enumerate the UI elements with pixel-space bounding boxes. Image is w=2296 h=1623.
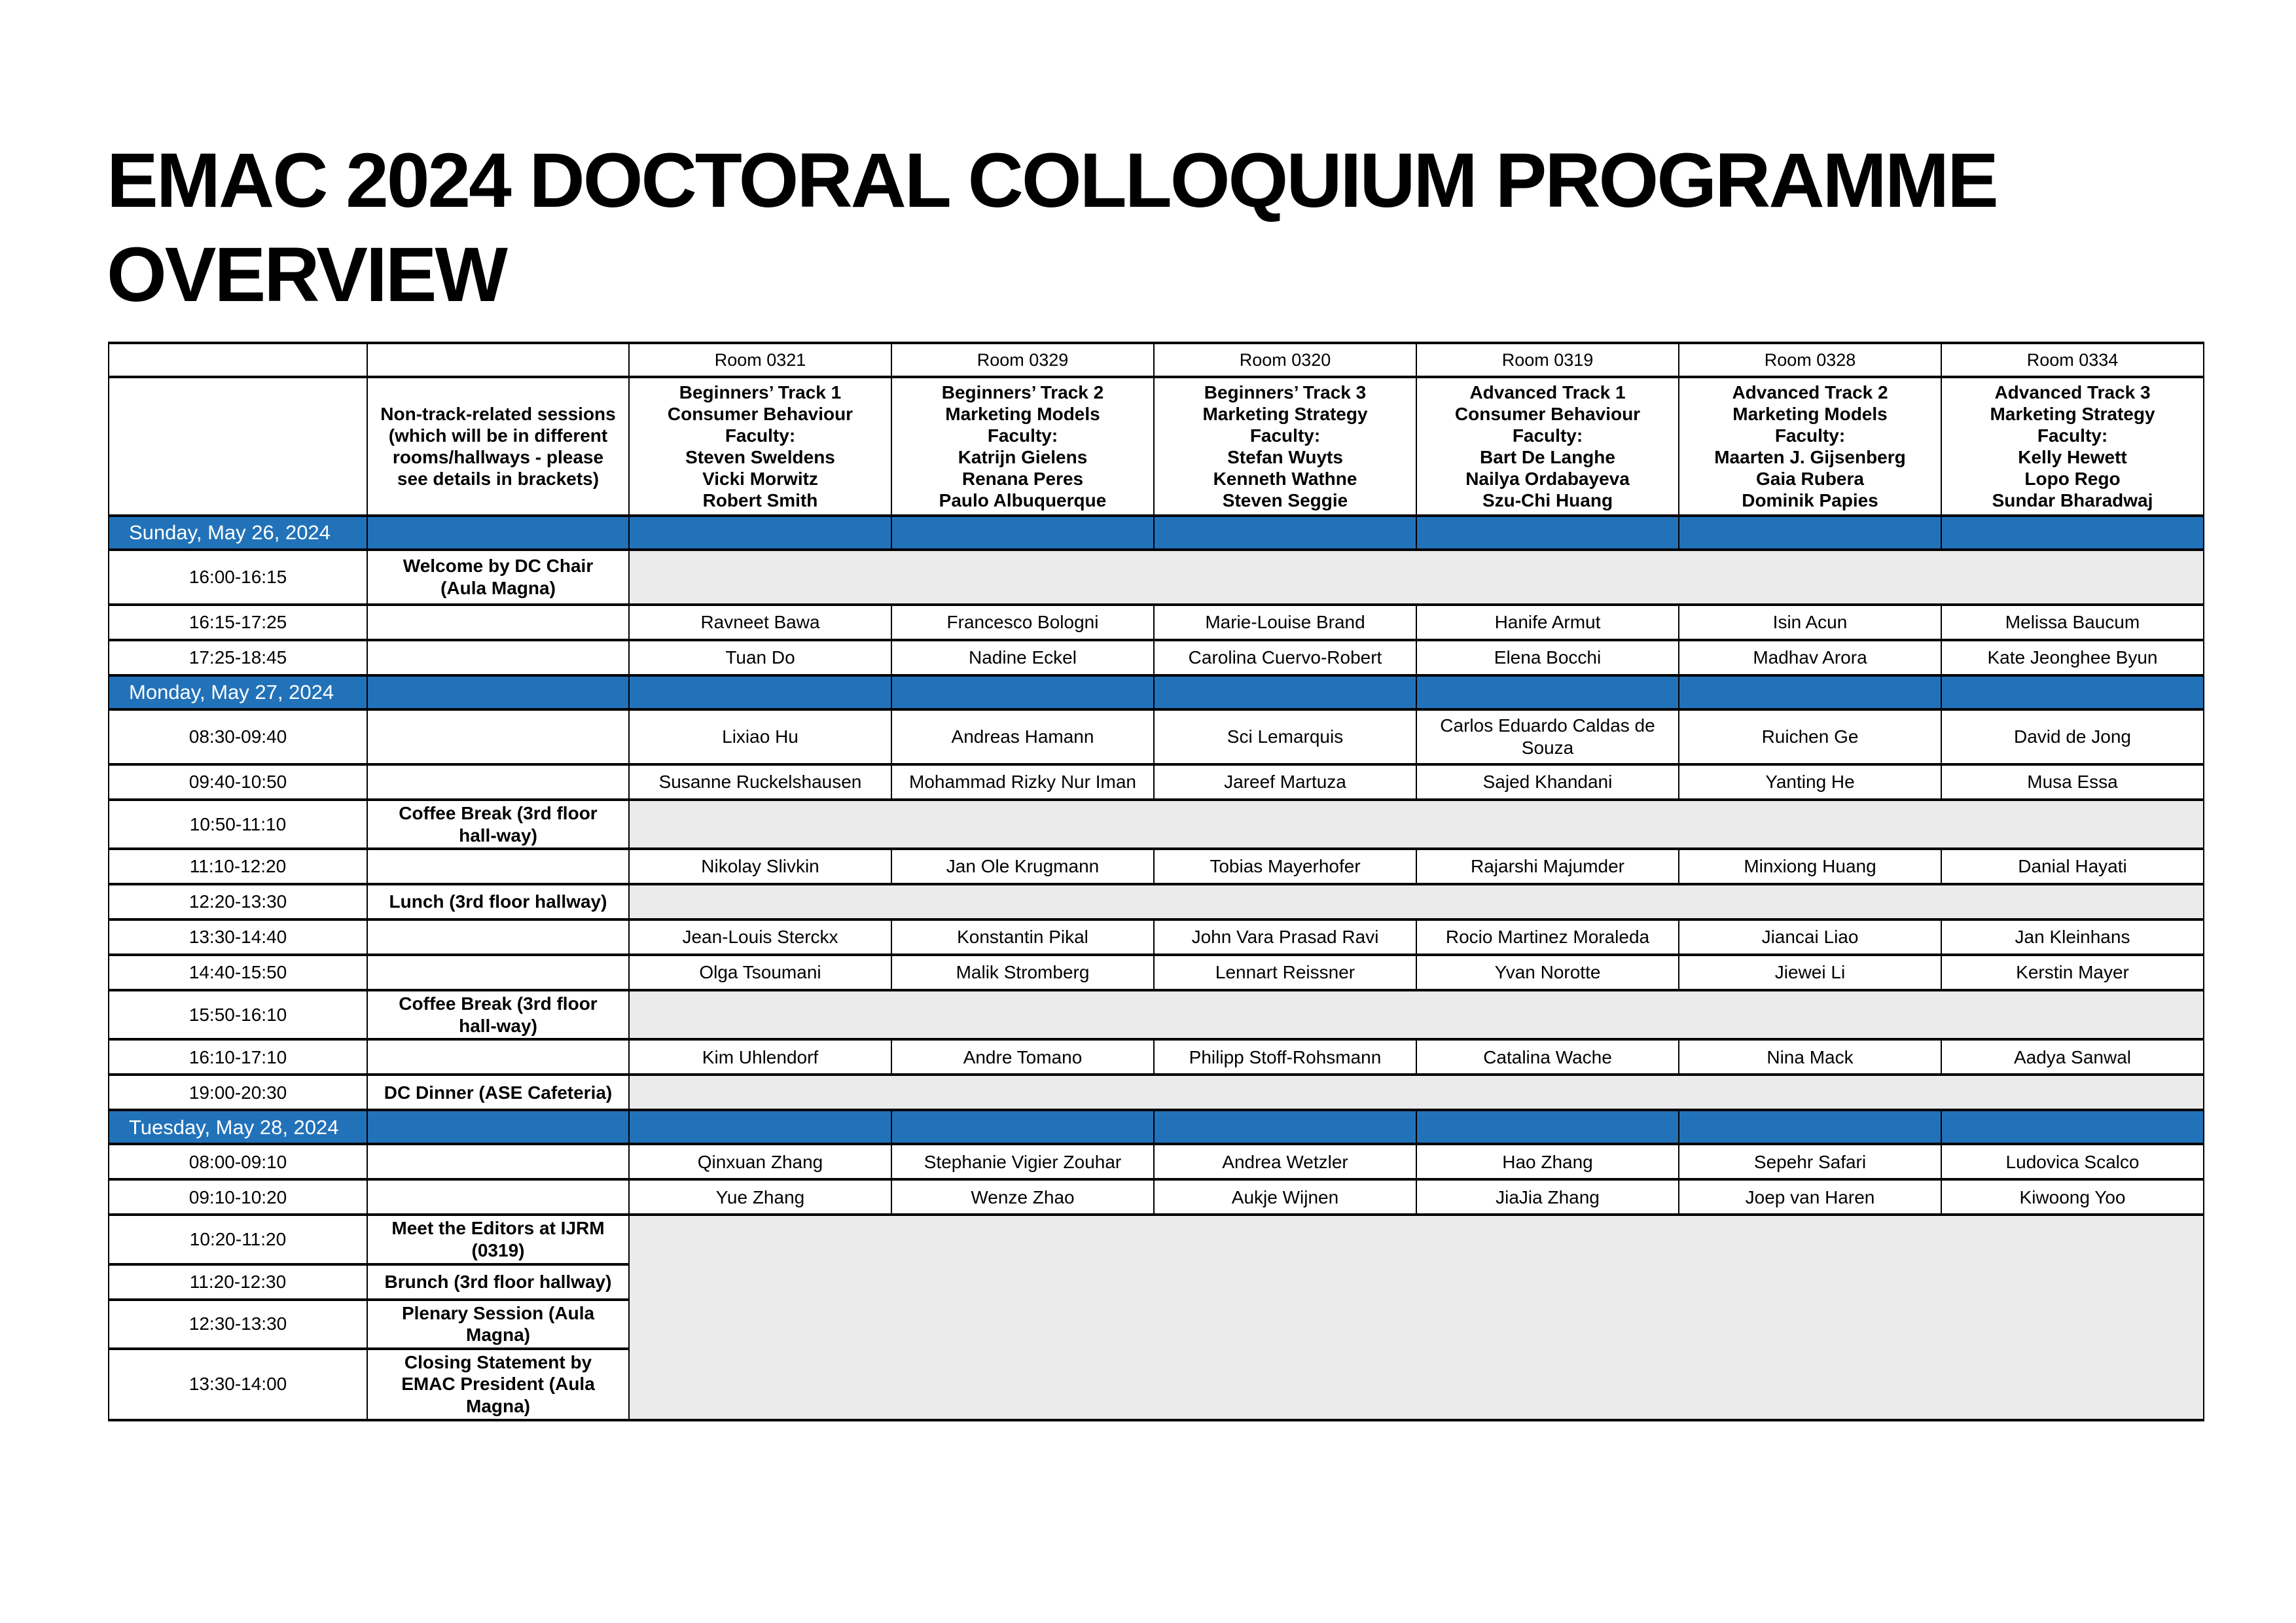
time-cell: 09:10-10:20 [109, 1179, 367, 1215]
day-cell [1416, 516, 1679, 550]
break-span-cell [629, 550, 2204, 605]
speaker-cell: Rajarshi Majumder [1416, 849, 1679, 884]
speaker-cell: Danial Hayati [1941, 849, 2204, 884]
break-span-cell [629, 884, 2204, 919]
session-row [109, 990, 2204, 1039]
speaker-cell: Musa Essa [1941, 764, 2204, 800]
talks-row [109, 955, 2204, 990]
empty-cell [367, 605, 629, 640]
speaker-cell: Jan Kleinhans [1941, 919, 2204, 955]
session-row [109, 1215, 2204, 1264]
day-cell [629, 675, 891, 709]
time-cell: 08:30-09:40 [109, 709, 367, 764]
speaker-cell: Rocio Martinez Moraleda [1416, 919, 1679, 955]
empty-cell [367, 849, 629, 884]
talks-row [109, 764, 2204, 800]
track-faculty: Kelly Hewett [2018, 447, 2127, 467]
empty-cell [367, 709, 629, 764]
speaker-cell: Hao Zhang [1416, 1144, 1679, 1179]
talks-row [109, 1039, 2204, 1075]
speaker-cell: Hanife Armut [1416, 605, 1679, 640]
non-track-header-cell: Non-track-related sessions (which will be in different rooms/hallways - please see details in brackets) [367, 377, 629, 516]
day-cell [629, 516, 891, 550]
speaker-cell: Francesco Bologni [891, 605, 1154, 640]
session-cell: Closing Statement by EMAC President (Aula Magna) [367, 1349, 629, 1420]
day-header-row [109, 516, 2204, 550]
break-span-cell [629, 1215, 2204, 1419]
session-cell: Lunch (3rd floor hallway) [367, 884, 629, 919]
speaker-cell: Carolina Cuervo-Robert [1154, 640, 1416, 675]
day-cell [1941, 1110, 2204, 1144]
day-label-cell: Tuesday, May 28, 2024 [109, 1110, 367, 1144]
session-cell: DC Dinner (ASE Cafeteria) [367, 1075, 629, 1110]
track-faculty: Vicki Morwitz [702, 469, 818, 489]
speaker-cell: Konstantin Pikal [891, 919, 1154, 955]
speaker-cell: Kate Jeonghee Byun [1941, 640, 2204, 675]
day-cell [1416, 1110, 1679, 1144]
page-title [107, 134, 2201, 323]
track-faculty: Robert Smith [702, 490, 818, 510]
track-faculty: Gaia Rubera [1756, 469, 1864, 489]
room-header-cell: Room 0319 [1416, 343, 1679, 377]
speaker-cell: Jan Ole Krugmann [891, 849, 1154, 884]
session-cell: Brunch (3rd floor hallway) [367, 1264, 629, 1300]
room-header-cell: Room 0321 [629, 343, 891, 377]
track-topic: Consumer Behaviour [667, 404, 853, 424]
session-cell: Meet the Editors at IJRM (0319) [367, 1215, 629, 1264]
day-cell [1679, 516, 1941, 550]
track-header-cell [629, 377, 891, 516]
speaker-cell: John Vara Prasad Ravi [1154, 919, 1416, 955]
talks-row [109, 605, 2204, 640]
talks-row [109, 849, 2204, 884]
speaker-cell: Lixiao Hu [629, 709, 891, 764]
speaker-cell: Ludovica Scalco [1941, 1144, 2204, 1179]
track-header-cell [1416, 377, 1679, 516]
session-row [109, 884, 2204, 919]
room-header-cell: Room 0328 [1679, 343, 1941, 377]
empty-cell [367, 1179, 629, 1215]
time-cell: 16:10-17:10 [109, 1039, 367, 1075]
speaker-cell: Marie-Louise Brand [1154, 605, 1416, 640]
track-topic: Marketing Models [1732, 404, 1888, 424]
page-title-line1: EMAC 2024 DOCTORAL COLLOQUIUM PROGRAMME [107, 137, 1997, 224]
talks-row [109, 1179, 2204, 1215]
speaker-cell: Aukje Wijnen [1154, 1179, 1416, 1215]
session-row [109, 1075, 2204, 1110]
speaker-cell: Tobias Mayerhofer [1154, 849, 1416, 884]
speaker-cell: Tuan Do [629, 640, 891, 675]
talks-row [109, 919, 2204, 955]
empty-cell [109, 343, 367, 377]
break-span-cell [629, 990, 2204, 1039]
speaker-cell: Carlos Eduardo Caldas de Souza [1416, 709, 1679, 764]
time-cell: 10:20-11:20 [109, 1215, 367, 1264]
speaker-cell: Sepehr Safari [1679, 1144, 1941, 1179]
time-cell: 13:30-14:40 [109, 919, 367, 955]
track-name: Beginners’ Track 3 [1204, 382, 1367, 402]
speaker-cell: Kiwoong Yoo [1941, 1179, 2204, 1215]
track-name: Beginners’ Track 2 [941, 382, 1104, 402]
day-cell [891, 1110, 1154, 1144]
speaker-cell: Andre Tomano [891, 1039, 1154, 1075]
break-span-cell [629, 800, 2204, 849]
time-cell: 16:00-16:15 [109, 550, 367, 605]
speaker-cell: Wenze Zhao [891, 1179, 1154, 1215]
speaker-cell: Catalina Wache [1416, 1039, 1679, 1075]
speaker-cell: Jareef Martuza [1154, 764, 1416, 800]
day-cell [1941, 675, 2204, 709]
session-cell: Welcome by DC Chair (Aula Magna) [367, 550, 629, 605]
speaker-cell: Nadine Eckel [891, 640, 1154, 675]
track-faculty: Paulo Albuquerque [939, 490, 1107, 510]
room-header-row [109, 343, 2204, 377]
talks-row [109, 1144, 2204, 1179]
time-cell: 11:20-12:30 [109, 1264, 367, 1300]
track-name: Advanced Track 1 [1469, 382, 1626, 402]
track-faculty-label: Faculty: [2037, 425, 2108, 446]
speaker-cell: Ravneet Bawa [629, 605, 891, 640]
empty-cell [109, 377, 367, 516]
empty-cell [367, 1144, 629, 1179]
speaker-cell: Yue Zhang [629, 1179, 891, 1215]
speaker-cell: Stephanie Vigier Zouhar [891, 1144, 1154, 1179]
day-cell [1154, 1110, 1416, 1144]
session-row [109, 550, 2204, 605]
empty-cell [367, 764, 629, 800]
track-header-cell [1941, 377, 2204, 516]
track-faculty: Dominik Papies [1742, 490, 1878, 510]
track-header-cell [1679, 377, 1941, 516]
speaker-cell: Melissa Baucum [1941, 605, 2204, 640]
speaker-cell: Jean-Louis Sterckx [629, 919, 891, 955]
speaker-cell: Philipp Stoff-Rohsmann [1154, 1039, 1416, 1075]
speaker-cell: Elena Bocchi [1416, 640, 1679, 675]
speaker-cell: JiaJia Zhang [1416, 1179, 1679, 1215]
day-header-row [109, 675, 2204, 709]
speaker-cell: Olga Tsoumani [629, 955, 891, 990]
day-cell [629, 1110, 891, 1144]
talks-row [109, 640, 2204, 675]
speaker-cell: Mohammad Rizky Nur Iman [891, 764, 1154, 800]
track-faculty: Renana Peres [961, 469, 1084, 489]
track-name: Advanced Track 3 [1994, 382, 2151, 402]
room-header-cell: Room 0334 [1941, 343, 2204, 377]
track-faculty: Szu-Chi Huang [1482, 490, 1613, 510]
day-cell [1154, 516, 1416, 550]
speaker-cell: Yanting He [1679, 764, 1941, 800]
speaker-cell: Malik Stromberg [891, 955, 1154, 990]
talks-row [109, 709, 2204, 764]
time-cell: 11:10-12:20 [109, 849, 367, 884]
speaker-cell: Andreas Hamann [891, 709, 1154, 764]
speaker-cell: Madhav Arora [1679, 640, 1941, 675]
speaker-cell: Nina Mack [1679, 1039, 1941, 1075]
track-faculty: Sundar Bharadwaj [1992, 490, 2153, 510]
speaker-cell: Sci Lemarquis [1154, 709, 1416, 764]
day-cell [367, 1110, 629, 1144]
time-cell: 14:40-15:50 [109, 955, 367, 990]
track-topic: Marketing Strategy [1990, 404, 2155, 424]
speaker-cell: Minxiong Huang [1679, 849, 1941, 884]
day-cell [891, 675, 1154, 709]
day-label-cell: Monday, May 27, 2024 [109, 675, 367, 709]
speaker-cell: Jiancai Liao [1679, 919, 1941, 955]
day-cell [1679, 1110, 1941, 1144]
track-faculty: Steven Seggie [1222, 490, 1348, 510]
speaker-cell: Susanne Ruckelshausen [629, 764, 891, 800]
track-faculty: Stefan Wuyts [1227, 447, 1343, 467]
speaker-cell: Kerstin Mayer [1941, 955, 2204, 990]
day-label-cell: Sunday, May 26, 2024 [109, 516, 367, 550]
track-faculty: Maarten J. Gijsenberg [1714, 447, 1906, 467]
day-cell [1679, 675, 1941, 709]
day-header-row [109, 1110, 2204, 1144]
speaker-cell: Jiewei Li [1679, 955, 1941, 990]
day-cell [1416, 675, 1679, 709]
day-cell [1941, 516, 2204, 550]
track-faculty-label: Faculty: [1512, 425, 1583, 446]
track-faculty-label: Faculty: [987, 425, 1058, 446]
empty-cell [367, 955, 629, 990]
speaker-cell: Yvan Norotte [1416, 955, 1679, 990]
track-faculty: Steven Sweldens [685, 447, 835, 467]
track-faculty: Lopo Rego [2024, 469, 2121, 489]
track-faculty-label: Faculty: [1249, 425, 1321, 446]
empty-cell [367, 640, 629, 675]
speaker-cell: Lennart Reissner [1154, 955, 1416, 990]
time-cell: 10:50-11:10 [109, 800, 367, 849]
session-cell: Coffee Break (3rd floor hall-way) [367, 800, 629, 849]
speaker-cell: Ruichen Ge [1679, 709, 1941, 764]
track-header-cell [891, 377, 1154, 516]
session-row [109, 800, 2204, 849]
track-faculty: Katrijn Gielens [958, 447, 1088, 467]
speaker-cell: Nikolay Slivkin [629, 849, 891, 884]
track-faculty: Bart De Langhe [1480, 447, 1615, 467]
track-name: Advanced Track 2 [1732, 382, 1888, 402]
time-cell: 12:30-13:30 [109, 1300, 367, 1349]
speaker-cell: Kim Uhlendorf [629, 1039, 891, 1075]
day-cell [891, 516, 1154, 550]
session-cell: Coffee Break (3rd floor hall-way) [367, 990, 629, 1039]
day-cell [367, 516, 629, 550]
track-topic: Marketing Models [945, 404, 1100, 424]
speaker-cell: Joep van Haren [1679, 1179, 1941, 1215]
time-cell: 19:00-20:30 [109, 1075, 367, 1110]
speaker-cell: Andrea Wetzler [1154, 1144, 1416, 1179]
track-header-cell [1154, 377, 1416, 516]
time-cell: 15:50-16:10 [109, 990, 367, 1039]
track-faculty: Nailya Ordabayeva [1465, 469, 1630, 489]
speaker-cell: Sajed Khandani [1416, 764, 1679, 800]
day-cell [1154, 675, 1416, 709]
time-cell: 16:15-17:25 [109, 605, 367, 640]
time-cell: 09:40-10:50 [109, 764, 367, 800]
track-faculty: Kenneth Wathne [1213, 469, 1357, 489]
session-cell: Plenary Session (Aula Magna) [367, 1300, 629, 1349]
speaker-cell: Isin Acun [1679, 605, 1941, 640]
day-cell [367, 675, 629, 709]
track-name: Beginners’ Track 1 [679, 382, 842, 402]
time-cell: 17:25-18:45 [109, 640, 367, 675]
speaker-cell: Aadya Sanwal [1941, 1039, 2204, 1075]
empty-cell [367, 1039, 629, 1075]
speaker-cell: David de Jong [1941, 709, 2204, 764]
break-span-cell [629, 1075, 2204, 1110]
track-faculty-label: Faculty: [725, 425, 796, 446]
track-faculty-label: Faculty: [1774, 425, 1846, 446]
track-topic: Marketing Strategy [1202, 404, 1368, 424]
page-title-line2: OVERVIEW [107, 231, 506, 318]
empty-cell [367, 919, 629, 955]
track-header-row [109, 377, 2204, 516]
time-cell: 12:20-13:30 [109, 884, 367, 919]
speaker-cell: Qinxuan Zhang [629, 1144, 891, 1179]
empty-cell [367, 343, 629, 377]
room-header-cell: Room 0320 [1154, 343, 1416, 377]
room-header-cell: Room 0329 [891, 343, 1154, 377]
programme-table [108, 342, 2204, 1421]
track-topic: Consumer Behaviour [1454, 404, 1641, 424]
time-cell: 08:00-09:10 [109, 1144, 367, 1179]
time-cell: 13:30-14:00 [109, 1349, 367, 1420]
